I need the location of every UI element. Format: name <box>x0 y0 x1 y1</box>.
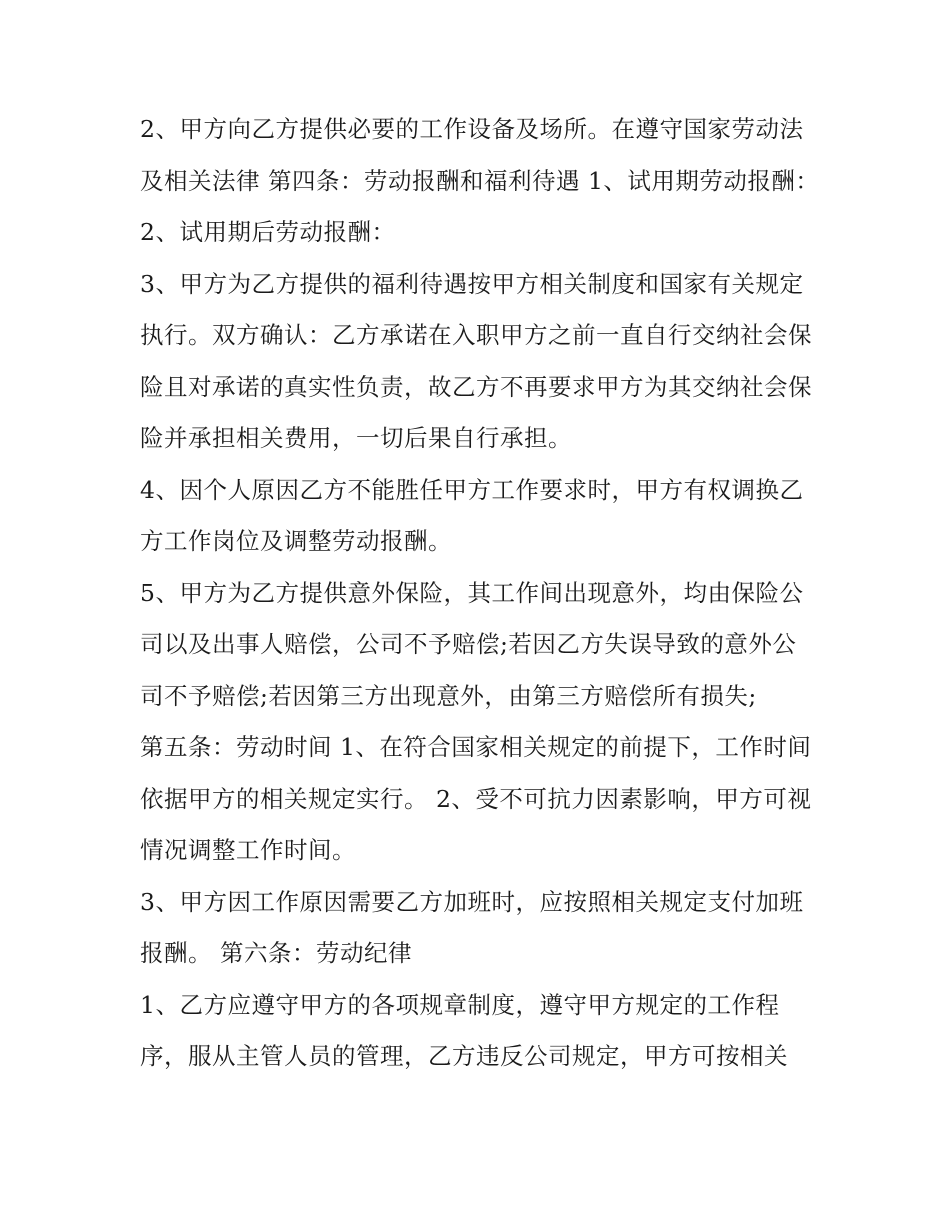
document-body <box>140 104 828 1083</box>
paragraph-article-5: 第五条：劳动时间 1、在符合国家相关规定的前提下，工作时间依据甲方的相关规定实行。 2、受不可抗力因素影响，甲方可视情况调整工作时间。 <box>140 733 812 864</box>
paragraph-clause-4: 4、因个人原因乙方不能胜任甲方工作要求时，甲方有权调换乙方工作岗位及调整劳动报酬。 <box>140 475 804 555</box>
paragraph-clause-2: 2、甲方向乙方提供必要的工作设备及场所。在遵守国家劳动法及相关法律 第四条：劳动报酬和福利待遇 1、试用期劳动报酬： 2、试用期后劳动报酬： <box>140 115 828 246</box>
paragraph-overtime-article-6: 3、甲方因工作原因需要乙方加班时，应按照相关规定支付加班报酬。 第六条：劳动纪律 <box>140 887 804 967</box>
paragraph-discipline-1: 1、乙方应遵守甲方的各项规章制度，遵守甲方规定的工作程序，服从主管人员的管理，乙方违反公司规定，甲方可按相关 <box>140 990 788 1070</box>
paragraph-clause-5: 5、甲方为乙方提供意外保险，其工作间出现意外，均由保险公司以及出事人赔偿，公司不予赔偿;若因乙方失误导致的意外公司不予赔偿;若因第三方出现意外，由第三方赔偿所有损失; <box>140 578 804 710</box>
paragraph-clause-3: 3、甲方为乙方提供的福利待遇按甲方相关制度和国家有关规定执行。双方确认：乙方承诺在入职甲方之前一直自行交纳社会保险且对承诺的真实性负责，故乙方不再要求甲方为其交纳社会保险并承担相关费用，一切后果自行承担。 <box>140 269 812 452</box>
